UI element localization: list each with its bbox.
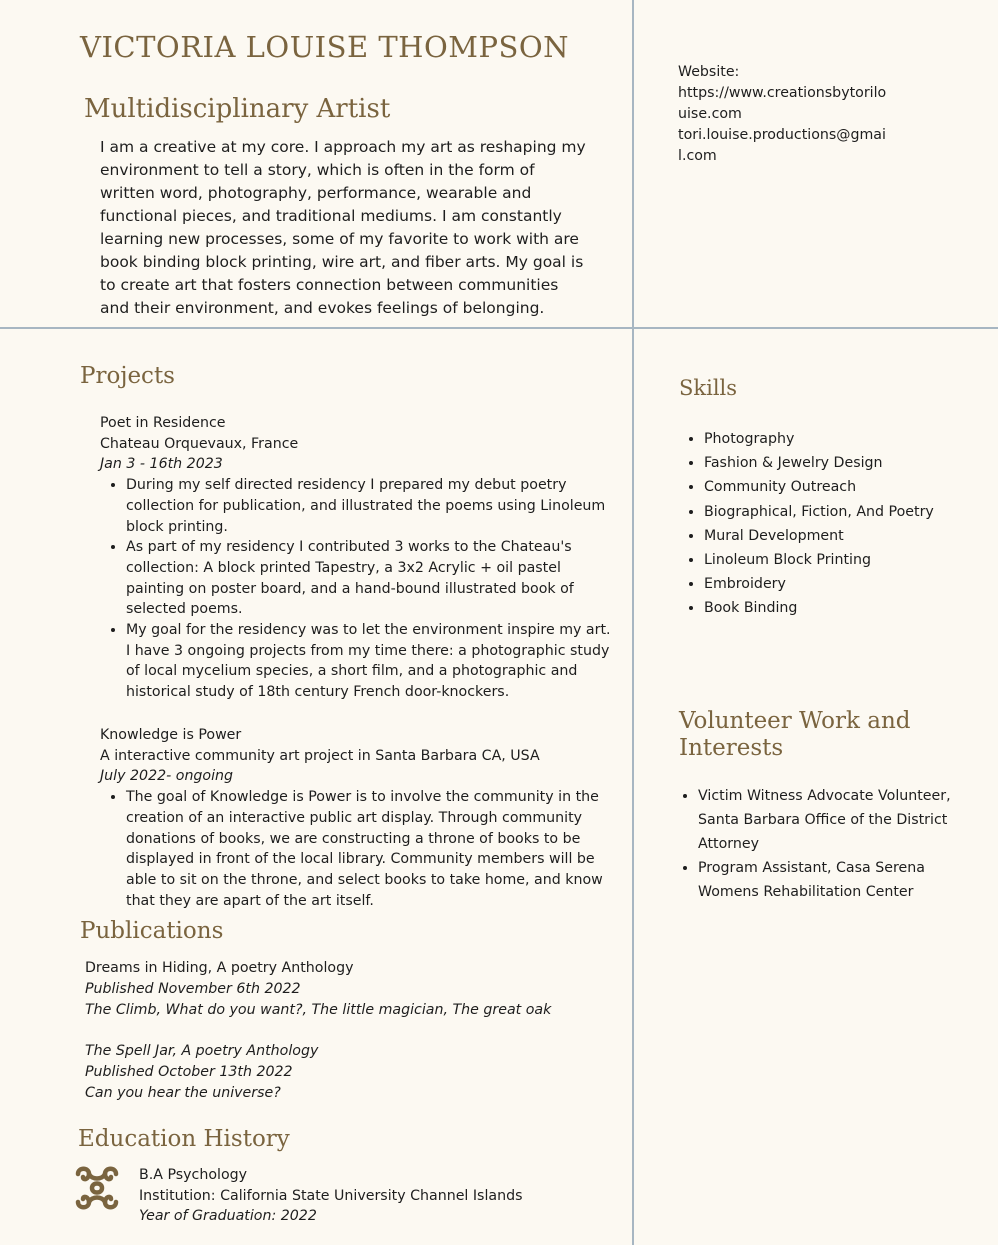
project-dates: Jan 3 - 16th 2023: [100, 456, 223, 473]
resume-role: Multidisciplinary Artist: [84, 94, 391, 124]
project-knowledge-is-power: [100, 725, 612, 911]
skill-item: • Community Outreach: [704, 475, 934, 499]
education-heading: Education History: [78, 1126, 290, 1152]
skill-item: • Embroidery: [704, 572, 934, 596]
volunteer-heading: Volunteer Work and Interests: [679, 708, 911, 761]
projects-heading: Projects: [80, 363, 175, 389]
project-dates: July 2022- ongoing: [100, 768, 234, 785]
publication-date: Published November 6th 2022: [85, 980, 301, 997]
summary-paragraph: I am a creative at my core. I approach my art as reshaping my environment to tell a story, which is often in the form of written word, photography, performance, wearable and functional pieces, and traditional mediums. I am constantly learning new processes, some of my favorite to work with are book binding block printing, wire art, and fiber arts. My goal is to create art that fosters connection between communities and their environment, and evokes feelings of belonging.: [100, 138, 586, 317]
project-bullets: [100, 787, 612, 911]
project-title: Poet in Residence: [100, 415, 226, 431]
education-institution: Institution: California State University Channel Islands: [139, 1187, 523, 1204]
project-bullet: • The goal of Knowledge is Power is to involve the community in the creation of an interactive public art display. Through community donations of books, we are constructing a throne of books to be displayed in front of the local library. Community members will be able to sit on the throne, and select books to take home, and know that they are apart of the art itself.: [126, 787, 612, 911]
resume-name: VICTORIA LOUISE THOMPSON: [80, 30, 569, 64]
skill-item: • Biographical, Fiction, And Poetry: [704, 500, 934, 524]
publications-heading: Publications: [80, 918, 224, 944]
project-poet-in-residence: [100, 413, 612, 703]
vertical-divider: [632, 0, 634, 1245]
education-graduation: Year of Graduation: 2022: [139, 1208, 317, 1225]
education-entry: [139, 1165, 589, 1227]
skill-item: • Book Binding: [704, 596, 934, 620]
publication-date: Published October 13th 2022: [85, 1064, 293, 1081]
website-label: Website:: [678, 64, 740, 80]
contact-block: [678, 62, 893, 167]
skill-item: • Linoleum Block Printing: [704, 548, 934, 572]
education-degree: B.A Psychology: [139, 1167, 248, 1183]
project-bullet: • During my self directed residency I prepared my debut poetry collection for publication, and illustrated the poems using Linoleum block printing.: [126, 475, 612, 537]
volunteer-item: • Victim Witness Advocate Volunteer, Santa Barbara Office of the District Attorney: [698, 784, 988, 856]
volunteer-list: [686, 784, 988, 904]
project-location: A interactive community art project in Santa Barbara CA, USA: [100, 747, 540, 764]
education-ornament-icon: [74, 1165, 120, 1211]
project-location: Chateau Orquevaux, France: [100, 435, 299, 452]
project-bullets: [100, 475, 612, 703]
project-bullet: • As part of my residency I contributed 3 works to the Chateau's collection: A block printed Tapestry, a 3x2 Acrylic + oil pastel painting on poster board, and a hand-bound illustrated book of selected poems.: [126, 537, 612, 620]
publication-works: The Climb, What do you want?, The little magician, The great oak: [85, 1001, 552, 1018]
website-link[interactable]: https://www.creationsbytorilouise.com: [678, 85, 887, 122]
skill-item: • Fashion & Jewelry Design: [704, 451, 934, 475]
project-bullet: • My goal for the residency was to let the environment inspire my art. I have 3 ongoing projects from my time there: a photographic study of local mycelium species, a short film, and a photographic and historical study of 18th century French door-knockers.: [126, 620, 612, 703]
email-link[interactable]: tori.louise.productions@gmail.com: [678, 127, 886, 164]
publication-title: The Spell Jar, A poetry Anthology: [85, 1043, 319, 1060]
project-title: Knowledge is Power: [100, 727, 242, 743]
publication-title: Dreams in Hiding, A poetry Anthology: [85, 960, 354, 976]
skills-heading: Skills: [679, 376, 738, 400]
skills-list: [686, 427, 934, 621]
publication-works: Can you hear the universe?: [85, 1084, 281, 1101]
publications-list: [85, 958, 605, 1104]
horizontal-divider: [0, 327, 998, 329]
skill-item: • Photography: [704, 427, 934, 451]
volunteer-item: • Program Assistant, Casa Serena Womens Rehabilitation Center: [698, 856, 988, 904]
skill-item: • Mural Development: [704, 524, 934, 548]
